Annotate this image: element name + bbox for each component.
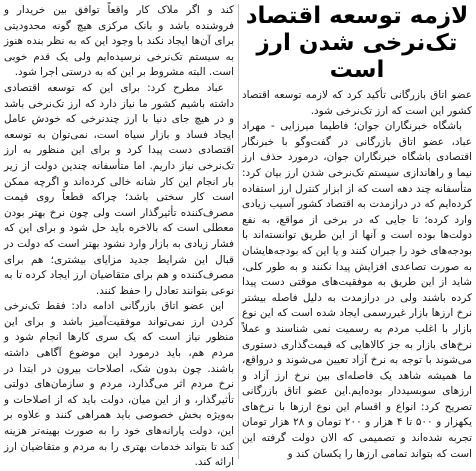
article-headline bbox=[242, 3, 472, 84]
right-column bbox=[242, 3, 472, 461]
column-divider bbox=[238, 4, 239, 459]
headline-line-2: تک‌نرخی شدن ارز است bbox=[256, 30, 458, 83]
lead-paragraph: عضو اتاق بازرگانی تأکید کرد که لازمه توسعه اقتصاد کشور این است که ارز تک‌نرخی شود. bbox=[242, 89, 472, 117]
body-paragraph: کند و اگر ملاک کار واقعاً توافق بین خریدار و فروشنده باشد و بانک مرکزی هیچ گونه محدودیتی برای آن‌ها ایجاد نکند با وجود این که به نظر بنده هنوز به سیستم تک‌نرخی نرسیده‌ایم ولی یک قدم خوبی است. البته مشروط بر این که به درستی اجرا شود. bbox=[4, 4, 234, 79]
left-column bbox=[4, 3, 234, 469]
body-paragraph: عباد مطرح کرد: برای این که توسعه اقتصادی داشته باشیم کشور ما نیاز دارد که ارز تک‌نرخی باشد و در هیچ جای دنیا با ارز چندنرخی که خودش عامل ایجاد فساد و بازار سیاه است، نمی‌توان به توسعه اقتصادی دست پیدا کرد و برای این منظور به ارز تک‌نرخی نیاز داریم. اما متأسفانه چندین دولت از زیر بار انجام این کار شانه خالی کرده‌اند و اگرچه ممکن است کار سختی باشد؛ چراکه قطعاً روی قیمت مصرف‌کننده تأثیرگذار است ولی چون نرخ بهتر بودن معطلی است که بالاخره باید حل شود و برای این که فشار زیادی به بازار وارد نشود بهتر است که دولت در قبال این شرایط جدید مزایای بیشتری؛ هم برای مصرف‌کننده و هم برای متقاضیان ارز ایجاد کرده تا به نوعی بتوانند تعادل را حفظ کنند. bbox=[4, 81, 234, 297]
body-paragraph: باشگاه خبرنگاران جوان؛ فاطیما میرزایی - مهراد عباد، عضو اتاق بازرگانی در گفت‌وگو با خبرنگار اقتصادی باشگاه خبرنگاران جوان، درمورد حذف ارز نیما و راهاندازی سیستم تک‌نرخی شدن ارز بیان کرد: متأسفانه چند دهه است که از ابزار کنترل ارز استفاده کرده‌ایم که در درازمدت به اقتصاد کشور آسیب زیادی وارد کرده؛ تا جایی که در برخی از مواقع، به نفع دولت‌ها بوده است و آنها از این طریق توانسته‌اند با بودجه‌های خود را جبران کنند و یا این که بودجه‌هایشان به صورت تصاعدی افزایش پیدا نکنند و به طور کلی، شاید از این طریق به موفقیت‌های موقتی دست پیدا کرده باشند ولی در درازمدت به دلیل فاصله بیشتر نرخ ارزها بازار غیررسمی ایجاد شده است که این نوع بازار با اغلب مردم به رسمیت نمی شناسند و عملاً نرخ‌های بازار به جز کالاهایی که قیمت‌گذاری دستوری می‌شوند با توجه به نرخ آزاد تعیین می‌شوند و درواقع، ما همیشه شاهد یک فاصله‌ای بین نرخ ارز آزاد و ارزهای سوبسیددار بوده‌ایم.این عضو اتاق بازرگانی تصریح کرد: انواع و اقسام این نوع ارزها با نرخ‌های یکهزار و ۵۰۰ تا ۴ هزار و ۲۰۰ تومان و ۲۸ هزار تومان تجربه شده‌اند و تصمیمی که الان دولت گرفته این است که بتواند تمامی ارزها را یکسان کند و bbox=[242, 120, 472, 460]
body-paragraph: این عضو اتاق بازرگانی ادامه داد: فقط تک‌نرخی کردن ارز نمی‌تواند موفقیت‌آمیز باشد و برای این منظور نیاز است که یک سری کارها انجام شود و مردم هم، باید درمورد این موضوع آگاهی داشته باشند. چون بدون شک، اصلاحات بیرون در ابتدا در نرخ مردم اثر می‌گذارد، مردم و سازمان‌های دولتی تأثیرگذار، و از این میان، دولت باید که از اصلاحات و به‌ویژه بخش خصوصی باید همراهی کنند و علاوه بر این، دولت یارانه‌های خود را به صورت بهینه‌تر هزینه کند تا بتواند خدمات بهتری را به مردم و متقاضیان ارز ارائه کند. bbox=[4, 300, 234, 469]
headline-line-1: لازمه توسعه اقتصاد bbox=[245, 3, 469, 29]
